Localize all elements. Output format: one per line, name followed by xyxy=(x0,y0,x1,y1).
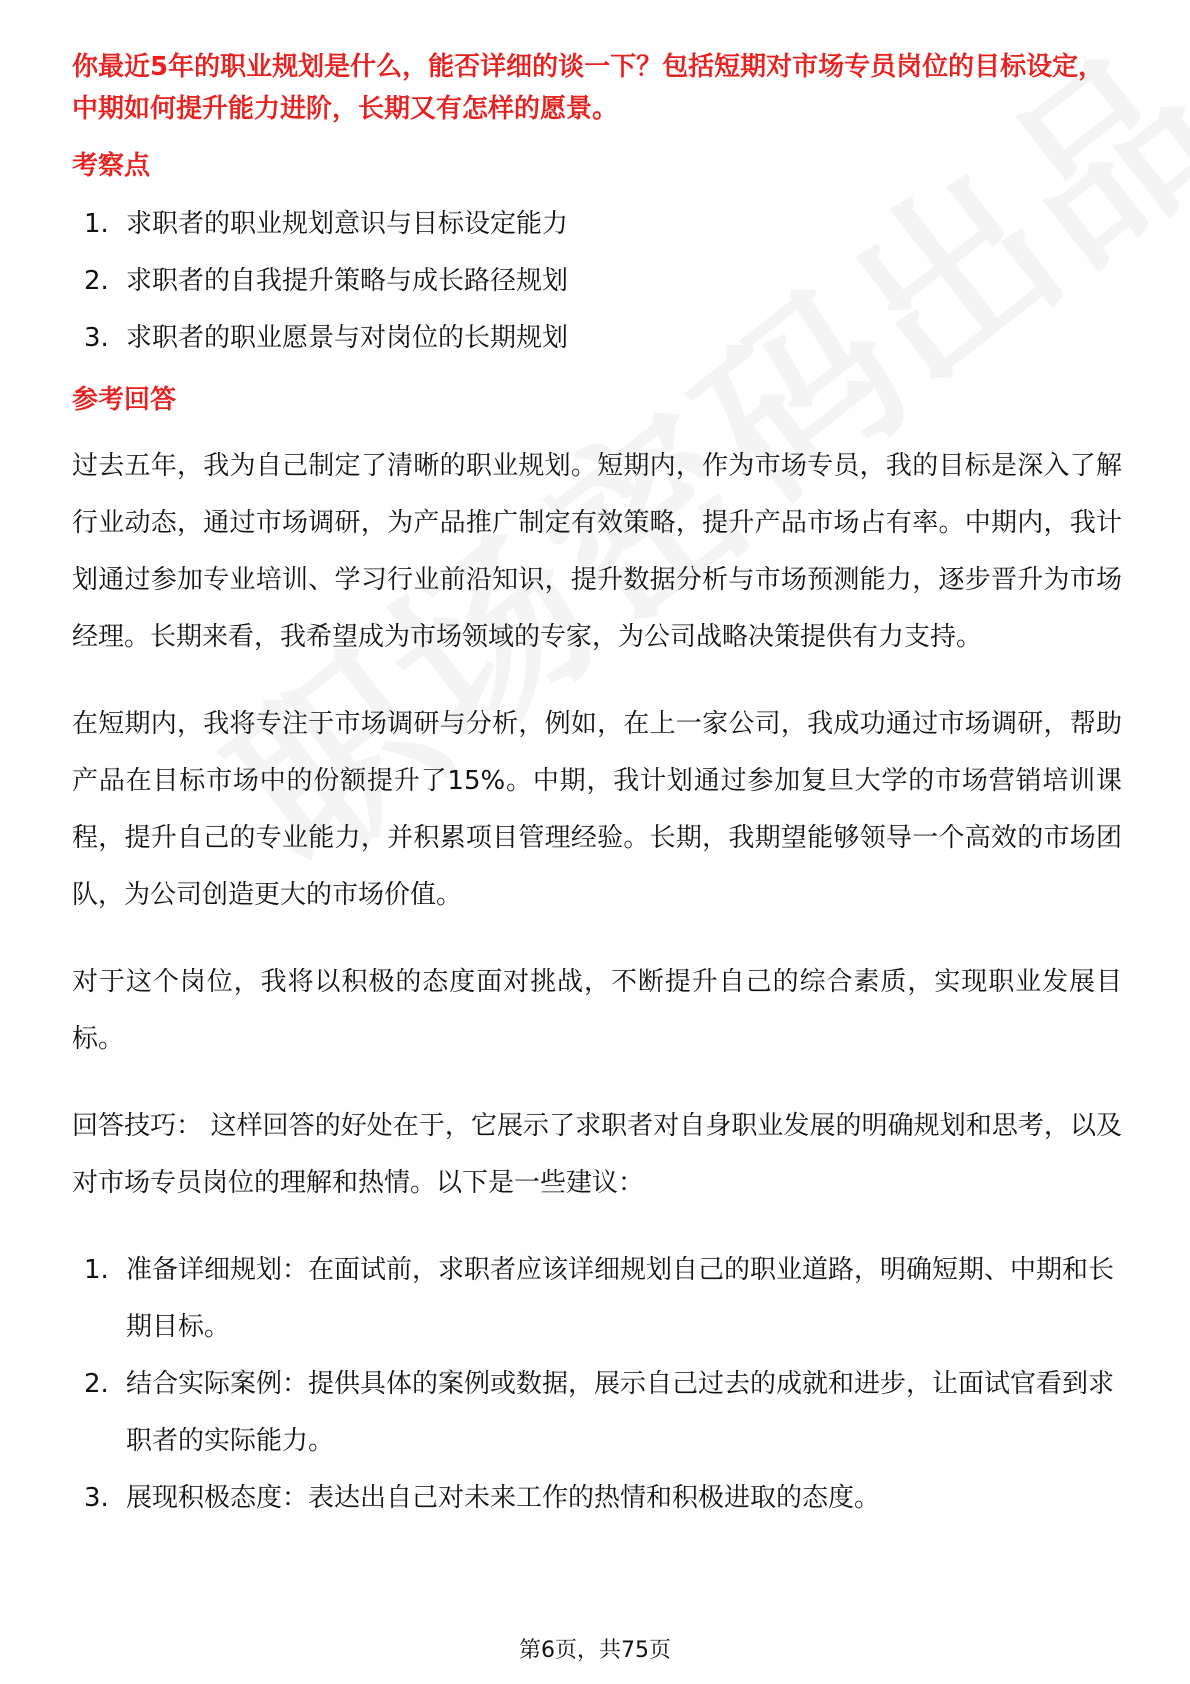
list-item xyxy=(72,261,1122,301)
list-number: 1. xyxy=(84,209,109,239)
points-section-title: 考察点 xyxy=(72,151,151,181)
answer-paragraph: 在短期内，我将专注于市场调研与分析，例如，在上一家公司，我成功通过市场调研，帮助产品在目标市场中的份额提升了15%。中期，我计划通过参加复旦大学的市场营销培训课程，提升自己的专业能力，并积累项目管理经验。长期，我期望能够领导一个高效的市场团队，为公司创造更大的市场价值。 xyxy=(72,709,1122,910)
list-number: 3. xyxy=(84,323,109,353)
list-item xyxy=(72,1356,1122,1470)
answer-section-title: 参考回答 xyxy=(72,385,177,415)
points-list xyxy=(72,204,1122,358)
list-number: 1. xyxy=(84,1255,109,1285)
list-number: 2. xyxy=(84,1369,109,1399)
list-item xyxy=(72,1470,1122,1527)
list-item xyxy=(72,204,1122,244)
tips-list xyxy=(72,1242,1122,1527)
page-number-footer: 第6页，共75页 xyxy=(519,1638,671,1663)
list-item xyxy=(72,1242,1122,1356)
list-item-text: 求职者的职业规划意识与目标设定能力 xyxy=(126,209,569,239)
answer-paragraph: 过去五年，我为自己制定了清晰的职业规划。短期内，作为市场专员，我的目标是深入了解行业动态，通过市场调研，为产品推广制定有效策略，提升产品市场占有率。中期内，我计划通过参加专业培训、学习行业前沿知识，提升数据分析与市场预测能力，逐步晋升为市场经理。长期来看，我希望成为市场领域的专家，为公司战略决策提供有力支持。 xyxy=(72,451,1122,652)
list-item-text: 准备详细规划：在面试前，求职者应该详细规划自己的职业道路，明确短期、中期和长期目标。 xyxy=(126,1255,1115,1342)
answer-paragraph: 对于这个岗位，我将以积极的态度面对挑战，不断提升自己的综合素质，实现职业发展目标。 xyxy=(72,967,1122,1054)
list-item-text: 求职者的职业愿景与对岗位的长期规划 xyxy=(126,323,569,353)
page-content xyxy=(72,46,1122,1527)
question-heading: 你最近5年的职业规划是什么，能否详细的谈一下？包括短期对市场专员岗位的目标设定，中期如何提升能力进阶，长期又有怎样的愿景。 xyxy=(72,52,1105,124)
list-item-text: 求职者的自我提升策略与成长路径规划 xyxy=(126,266,569,296)
list-item-text: 结合实际案例：提供具体的案例或数据，展示自己过去的成就和进步，让面试官看到求职者的实际能力。 xyxy=(126,1369,1115,1456)
list-item-text: 展现积极态度：表达出自己对未来工作的热情和积极进取的态度。 xyxy=(126,1483,881,1513)
tips-intro-paragraph: 回答技巧： 这样回答的好处在于，它展示了求职者对自身职业发展的明确规划和思考，以及对市场专员岗位的理解和热情。以下是一些建议： xyxy=(72,1111,1122,1198)
list-number: 2. xyxy=(84,266,109,296)
list-item xyxy=(72,318,1122,358)
list-number: 3. xyxy=(84,1483,109,1513)
